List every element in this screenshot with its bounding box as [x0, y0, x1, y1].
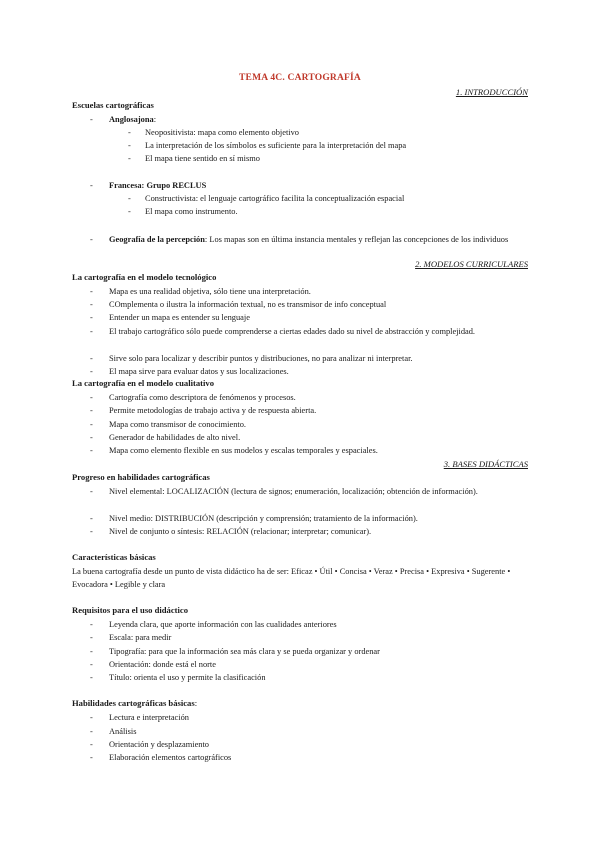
list-item-text: Generador de habilidades de alto nivel. [109, 433, 241, 442]
bullet-dash: - [128, 128, 131, 137]
list-item-text: Orientación y desplazamiento [109, 740, 209, 749]
bullet-dash: - [90, 740, 93, 749]
bullet-dash: - [90, 514, 93, 523]
bullet-dash: - [90, 393, 93, 402]
list-item-text: Tipografía: para que la información sea más clara y se pueda organizar y ordenar [109, 647, 380, 656]
list-item [90, 298, 387, 311]
list-item [90, 618, 337, 631]
list-item [90, 311, 250, 324]
list-item [90, 525, 372, 538]
list-item [90, 711, 189, 724]
list-item-anglosajona [90, 113, 157, 126]
list-item-text: Orientación: donde está el norte [109, 660, 216, 669]
list-item-text: Nivel elemental: LOCALIZACIÓN (lectura de signos; enumeración, localización; obtención de información). [109, 487, 478, 496]
geografia-text: : Los mapas son en última instancia mentales y reflejan las concepciones de los individuos [204, 235, 509, 244]
list-item-text: Análisis [109, 727, 137, 736]
list-item [128, 192, 405, 205]
list-item [90, 418, 246, 431]
list-item [90, 645, 380, 658]
bullet-dash: - [90, 727, 93, 736]
bullet-dash: - [128, 207, 131, 216]
caracteristicas-paragraph: La buena cartografía desde un punto de vista didáctico ha de ser: Eficaz • Útil • Concisa • Veraz • Precisa • Expresiva • Sugerente • Evocadora • Legible y clara [72, 567, 511, 590]
bullet-dash: - [90, 713, 93, 722]
list-item-text: Entender un mapa es entender su lenguaje [109, 313, 250, 322]
list-item [128, 126, 299, 139]
bullet-dash: - [90, 115, 93, 124]
bullet-dash: - [90, 647, 93, 656]
list-item-text: Nivel de conjunto o síntesis: RELACIÓN (relacionar; interpretar; comunicar). [109, 527, 372, 536]
list-item-text: El mapa tiene sentido en sí mismo [145, 154, 260, 163]
bullet-dash: - [90, 633, 93, 642]
list-item [128, 152, 260, 165]
habilidades-heading-text: Habilidades cartográficas básicas [72, 698, 195, 708]
list-item-text: Leyenda clara, que aporte información con las cualidades anteriores [109, 620, 337, 629]
bullet-dash: - [90, 420, 93, 429]
list-item-text: Lectura e interpretación [109, 713, 189, 722]
list-item [90, 725, 137, 738]
list-item-text: Escala: para medir [109, 633, 172, 642]
bullet-dash: - [90, 300, 93, 309]
heading-habilidades [72, 698, 197, 708]
list-item [128, 205, 238, 218]
heading-escuelas: Escuelas cartográficas [72, 100, 154, 110]
list-item-text: Elaboración elementos cartográficos [109, 753, 232, 762]
bullet-dash: - [90, 327, 93, 336]
bullet-dash: - [90, 753, 93, 762]
list-item [90, 365, 289, 378]
anglosajona-suffix: : [153, 115, 157, 124]
list-item [90, 631, 172, 644]
list-item-text: El mapa sirve para evaluar datos y sus localizaciones. [109, 367, 289, 376]
bullet-dash: - [90, 487, 93, 496]
bullet-dash: - [90, 660, 93, 669]
bullet-dash: - [128, 194, 131, 203]
bullet-dash: - [90, 313, 93, 322]
anglosajona-label: Anglosajona [109, 115, 154, 124]
list-item-text: Neopositivista: mapa como elemento objetivo [145, 128, 299, 137]
section-heading-bases: 3. BASES DIDÁCTICAS [443, 459, 528, 469]
list-item [90, 485, 527, 498]
bullet-dash: - [90, 354, 93, 363]
bullet-dash: - [128, 141, 131, 150]
list-item [90, 285, 311, 298]
list-item-text: Sirve solo para localizar y describir puntos y distribuciones, no para analizar ni interpretar. [109, 354, 413, 363]
list-item-text: El trabajo cartográfico sólo puede comprenderse a ciertas edades dado su nivel de abstracción y complejidad. [109, 327, 476, 336]
bullet-dash: - [90, 287, 93, 296]
bullet-dash: - [90, 527, 93, 536]
bullet-dash: - [128, 154, 131, 163]
bullet-dash: - [90, 406, 93, 415]
list-item [90, 444, 378, 457]
list-item [90, 431, 241, 444]
list-item-text: El mapa como instrumento. [145, 207, 238, 216]
list-item-text: Permite metodologías de trabajo activa y de respuesta abierta. [109, 406, 317, 415]
heading-caracteristicas: Características básicas [72, 552, 156, 562]
list-item-text: Título: orienta el uso y permite la clasificación [109, 673, 266, 682]
list-item [90, 391, 296, 404]
francesa-label: Francesa: Grupo RECLUS [109, 181, 207, 190]
list-item [90, 325, 527, 338]
list-item-text: Cartografía como descriptora de fenómenos y procesos. [109, 393, 296, 402]
list-item-text: Mapa como transmisor de conocimiento. [109, 420, 246, 429]
page-title: TEMA 4C. CARTOGRAFÍA [239, 73, 361, 83]
list-item-text: COmplementa o ilustra la información textual, no es transmisor de info conceptual [109, 300, 387, 309]
list-item [90, 404, 317, 417]
list-item-text: La interpretación de los símbolos es suficiente para la interpretación del mapa [145, 141, 407, 150]
list-item-text: Constructivista: el lenguaje cartográfico facilita la conceptualización espacial [145, 194, 405, 203]
list-item-text: Mapa es una realidad objetiva, sólo tiene una interpretación. [109, 287, 311, 296]
heading-requisitos: Requisitos para el uso didáctico [72, 605, 189, 615]
bullet-dash: - [90, 367, 93, 376]
section-heading-modelos: 2. MODELOS CURRICULARES [415, 259, 528, 269]
list-item [90, 738, 209, 751]
list-item [90, 352, 413, 365]
heading-modelo-tecnologico: La cartografía en el modelo tecnológico [72, 272, 217, 282]
list-item [90, 751, 232, 764]
geografia-label: Geografía de la percepción [109, 235, 205, 244]
list-item-geografia-percepcion [90, 233, 527, 246]
heading-modelo-cualitativo: La cartografía en el modelo cualitativo [72, 378, 215, 388]
bullet-dash: - [90, 433, 93, 442]
list-item-text: Nivel medio: DISTRIBUCIÓN (descripción y comprensión; tratamiento de la información). [109, 514, 418, 523]
bullet-dash: - [90, 673, 93, 682]
list-item-text: Mapa como elemento flexible en sus modelos y escalas temporales y espaciales. [109, 446, 378, 455]
bullet-dash: - [90, 181, 93, 190]
bullet-dash: - [90, 620, 93, 629]
heading-progreso: Progreso en habilidades cartográficas [72, 472, 210, 482]
bullet-dash: - [90, 446, 93, 455]
section-heading-introduccion: 1. INTRODUCCIÓN [455, 87, 528, 97]
list-item [90, 512, 418, 525]
list-item [90, 658, 216, 671]
list-item [128, 139, 407, 152]
bullet-dash: - [90, 235, 93, 244]
habilidades-heading-suffix: : [194, 698, 198, 708]
list-item-francesa [90, 179, 207, 192]
list-item [90, 671, 266, 684]
